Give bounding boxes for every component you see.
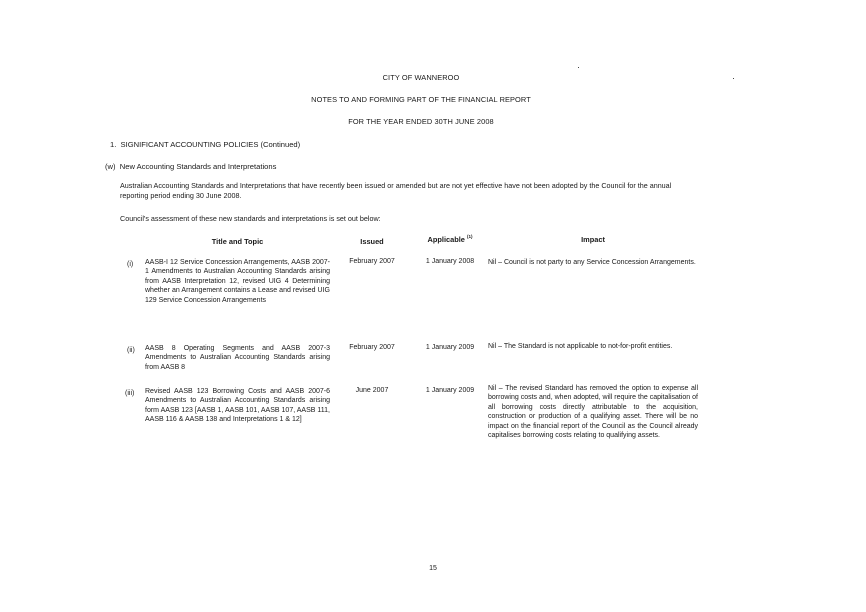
- subsection-heading: (w) New Accounting Standards and Interpretations: [105, 162, 277, 171]
- row-number: (ii): [127, 347, 135, 354]
- page-number: 15: [429, 565, 437, 572]
- column-header-impact: Impact: [581, 235, 605, 244]
- assessment-paragraph: Council's assessment of these new standards and interpretations is set out below:: [120, 214, 381, 223]
- row-impact: Nil – Council is not party to any Service Concession Arrangements.: [488, 259, 696, 266]
- row-applicable: 1 January 2008: [425, 258, 475, 265]
- row-applicable: 1 January 2009: [425, 344, 475, 351]
- footnote-marker: (1): [466, 234, 473, 239]
- column-header-issued: Issued: [360, 237, 384, 246]
- intro-paragraph: Australian Accounting Standards and Interpretations that have recently been issued or amended but are not yet effective have not been adopted by the Council for the annual reporting period ending 30 June 2008.: [120, 181, 672, 200]
- scan-speck: [578, 67, 579, 68]
- column-header-applicable: [417, 235, 483, 244]
- row-impact: Nil – The Standard is not applicable to not-for-profit entities.: [488, 343, 673, 350]
- row-title: Revised AASB 123 Borrowing Costs and AASB 2007-6 Amendments to Australian Accounting Standards arising form AASB 123 [AASB 1, AASB 101, AASB 107, AASB 111, AASB 116 & AASB 138 and Interpretations 1 & 12]: [145, 388, 330, 424]
- row-number: (iii): [125, 390, 135, 397]
- row-title: AASB-I 12 Service Concession Arrangements, AASB 2007-1 Amendments to Australian Accounting Standards arising from AASB Interpretation 12, revised UIG 4 Determining whether an Arrangement contains a Lease and revised UIG 129 Service Concession Arrangements: [145, 259, 330, 304]
- row-number: (i): [127, 261, 134, 268]
- row-issued: February 2007: [349, 344, 395, 351]
- row-applicable: 1 January 2009: [425, 387, 475, 394]
- row-title: AASB 8 Operating Segments and AASB 2007-3 Amendments to Australian Accounting Standards arising from AASB 8: [145, 345, 330, 371]
- column-header-title: Title and Topic: [211, 237, 264, 246]
- report-period: FOR THE YEAR ENDED 30TH JUNE 2008: [348, 117, 494, 126]
- row-impact: Nil – The revised Standard has removed the option to expense all borrowing costs and, when adopted, will require the capitalisation of all borrowing costs directly attributable to the acquisition, construction or production of a qualifying asset. There will be no impact on the financial report of the Council as the Council already capitalises borrowing costs relating to qualifying assets.: [488, 385, 698, 440]
- report-title: NOTES TO AND FORMING PART OF THE FINANCIAL REPORT: [311, 95, 531, 104]
- applicable-label: Applicable: [427, 235, 465, 244]
- section-heading: 1. SIGNIFICANT ACCOUNTING POLICIES (Continued): [110, 140, 301, 149]
- row-issued: February 2007: [349, 258, 395, 265]
- row-issued: June 2007: [355, 387, 389, 394]
- organisation-name: CITY OF WANNEROO: [382, 73, 460, 82]
